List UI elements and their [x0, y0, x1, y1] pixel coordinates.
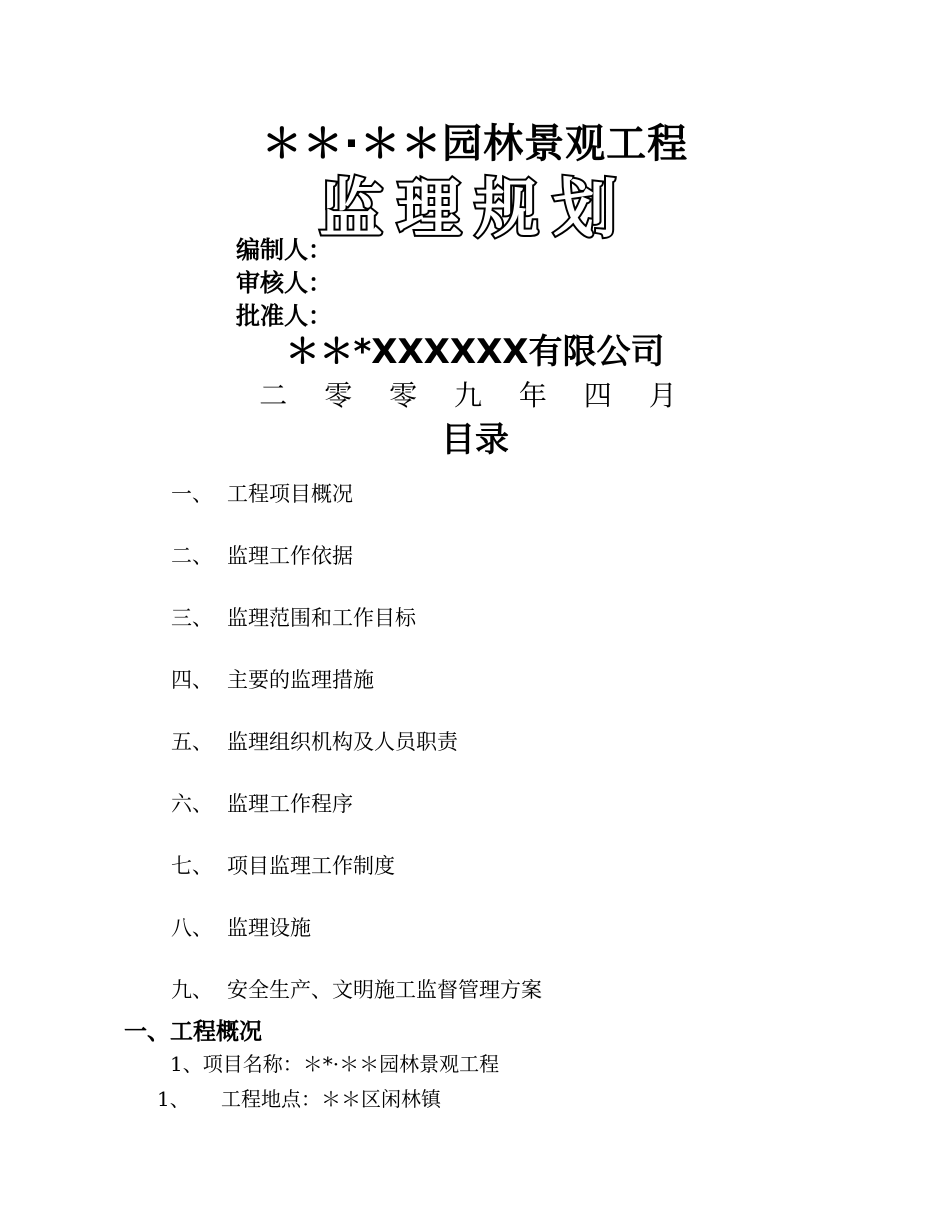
- toc-item: [171, 788, 353, 818]
- toc-item-number: 五、: [171, 730, 213, 754]
- section-heading: 一、工程概况: [124, 1019, 262, 1045]
- toc-item: [171, 726, 458, 756]
- company-name: ＊＊*XXXXXX有限公司: [285, 332, 665, 372]
- project-title: ＊＊·＊＊园林景观工程: [261, 121, 689, 167]
- toc-item: [171, 664, 374, 694]
- toc-item-text: 工程项目概况: [227, 482, 353, 506]
- project-location-line: [157, 1083, 441, 1112]
- toc-item-text: 项目监理工作制度: [227, 854, 395, 878]
- detail-number: 1、: [157, 1087, 190, 1111]
- signature-compiler: 编制人：: [236, 236, 332, 264]
- toc-item-text: 监理范围和工作目标: [227, 606, 416, 630]
- signature-approver: 批准人：: [236, 302, 332, 330]
- toc-item-number: 四、: [171, 668, 213, 692]
- toc-item-text: 监理组织机构及人员职责: [227, 730, 458, 754]
- toc-item-text: 监理工作依据: [227, 544, 353, 568]
- toc-item-number: 六、: [171, 792, 213, 816]
- toc-item-number: 三、: [171, 606, 213, 630]
- toc-item-text: 主要的监理措施: [227, 668, 374, 692]
- toc-item-text: 安全生产、文明施工监督管理方案: [227, 978, 542, 1002]
- toc-item-number: 二、: [171, 544, 213, 568]
- toc-item-number: 七、: [171, 854, 213, 878]
- toc-item: [171, 478, 353, 508]
- toc-item: [171, 974, 542, 1004]
- detail-text: 工程地点：＊＊区闲林镇: [221, 1087, 441, 1111]
- toc-item: [171, 850, 395, 880]
- toc-item-text: 监理设施: [227, 916, 311, 940]
- toc-title: 目录: [441, 420, 509, 460]
- document-date: 二 零 零 九 年 四 月: [259, 379, 691, 412]
- toc-item-number: 八、: [171, 916, 213, 940]
- toc-item-text: 监理工作程序: [227, 792, 353, 816]
- project-name-line: 1、项目名称：＊*·＊＊园林景观工程: [170, 1052, 500, 1076]
- toc-item: [171, 912, 311, 942]
- toc-item-number: 九、: [171, 978, 213, 1002]
- toc-item-number: 一、: [171, 482, 213, 506]
- toc-item: [171, 540, 353, 570]
- toc-item: [171, 602, 416, 632]
- signature-reviewer: 审核人：: [236, 269, 332, 297]
- plan-title: 监理规划: [319, 173, 631, 247]
